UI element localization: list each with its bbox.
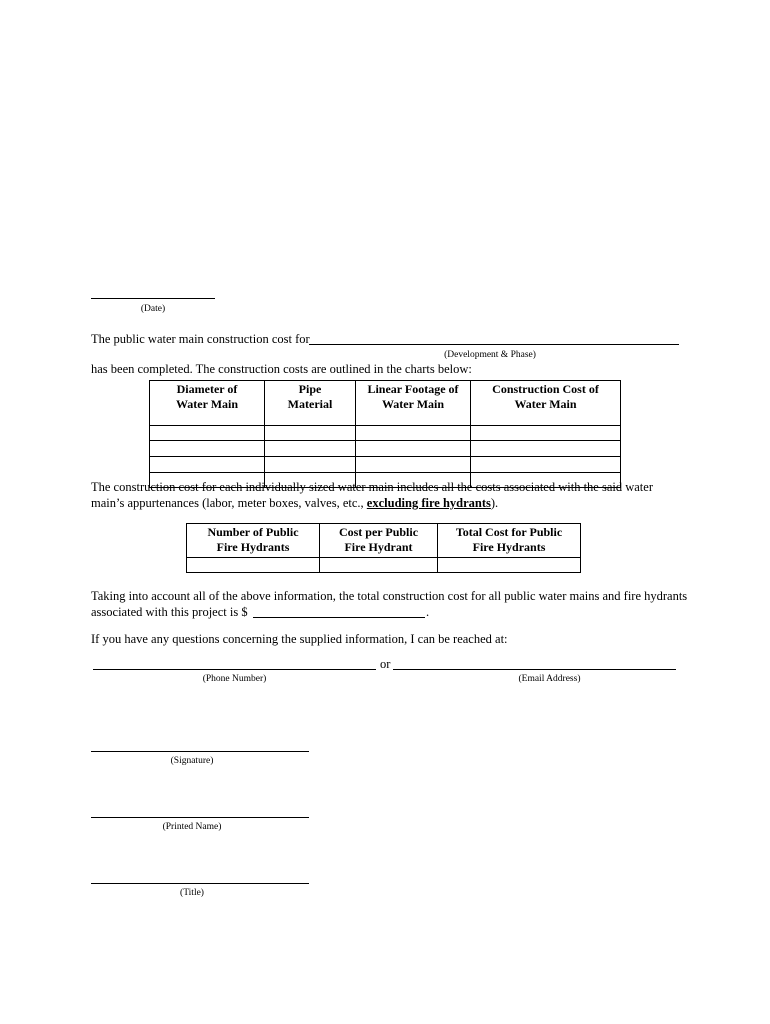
- development-phase-caption: (Development & Phase): [444, 350, 536, 360]
- header-construction-cost-text: Construction Cost of Water Main: [492, 382, 599, 411]
- header-linear-footage: [356, 381, 471, 426]
- table-cell[interactable]: [150, 426, 265, 441]
- table-row: [187, 558, 581, 573]
- header-diameter: [150, 381, 265, 426]
- printed-name-caption: (Printed Name): [162, 822, 222, 832]
- header-number-hydrants: [187, 524, 320, 558]
- table-cell[interactable]: [187, 558, 320, 573]
- title-caption: (Title): [180, 888, 204, 898]
- table-cell[interactable]: [356, 441, 471, 457]
- header-total-cost-hydrants: [438, 524, 581, 558]
- header-pipe-material-text: Pipe Material: [287, 382, 333, 411]
- table-cell[interactable]: [265, 441, 356, 457]
- header-pipe-material: [265, 381, 356, 426]
- table-row: [150, 457, 621, 473]
- email-address-caption: (Email Address): [518, 674, 581, 684]
- header-total-cost-hydrants-text: Total Cost for Public Fire Hydrants: [455, 525, 563, 554]
- header-construction-cost: [471, 381, 621, 426]
- intro-text: The public water main construction cost for: [91, 332, 310, 346]
- table-row: [150, 441, 621, 457]
- table-cell[interactable]: [320, 558, 438, 573]
- signature-caption: (Signature): [170, 756, 214, 766]
- table-row: [150, 426, 621, 441]
- fire-hydrant-table: [186, 523, 581, 573]
- total-line2-before: associated with this project is $: [91, 605, 248, 619]
- total-cost-line[interactable]: [253, 617, 425, 618]
- table-cell[interactable]: [150, 441, 265, 457]
- header-number-hydrants-text: Number of Public Fire Hydrants: [207, 525, 299, 554]
- table-cell[interactable]: [356, 457, 471, 473]
- includes-line2: [91, 495, 498, 511]
- header-linear-footage-text: Linear Footage of Water Main: [367, 382, 459, 411]
- total-line1: Taking into account all of the above information, the total construction cost for all public water mains and fire hydrants: [91, 589, 688, 603]
- water-main-table: [149, 380, 621, 488]
- includes-line2-after: ).: [490, 496, 499, 510]
- includes-line1: The construction cost for each individually sized water main includes all the costs associated with the said water: [91, 480, 653, 494]
- table-cell[interactable]: [471, 457, 621, 473]
- title-line[interactable]: [91, 883, 309, 884]
- excluding-fire-hydrants-emphasis: excluding fire hydrants: [366, 496, 491, 510]
- or-text: or: [380, 657, 391, 671]
- printed-name-line[interactable]: [91, 817, 309, 818]
- phone-number-caption: (Phone Number): [202, 674, 267, 684]
- date-caption: (Date): [140, 304, 166, 314]
- total-line2-after: .: [426, 605, 430, 619]
- phone-number-line[interactable]: [93, 669, 376, 670]
- signature-line[interactable]: [91, 751, 309, 752]
- table-cell[interactable]: [150, 457, 265, 473]
- email-address-line[interactable]: [393, 669, 676, 670]
- header-cost-per-hydrant-text: Cost per Public Fire Hydrant: [338, 525, 419, 554]
- contact-question: If you have any questions concerning the supplied information, I can be reached at:: [91, 632, 508, 646]
- table-cell[interactable]: [438, 558, 581, 573]
- table-cell[interactable]: [471, 426, 621, 441]
- table-cell[interactable]: [471, 441, 621, 457]
- intro-line2: has been completed. The construction costs are outlined in the charts below:: [91, 362, 472, 376]
- header-diameter-text: Diameter of Water Main: [175, 382, 239, 411]
- date-line[interactable]: [91, 298, 215, 299]
- table-cell[interactable]: [356, 426, 471, 441]
- table-cell[interactable]: [265, 426, 356, 441]
- header-cost-per-hydrant: [320, 524, 438, 558]
- table-cell[interactable]: [265, 457, 356, 473]
- includes-line2-before: main’s appurtenances (labor, meter boxes, valves, etc.,: [91, 496, 367, 510]
- development-phase-line[interactable]: [309, 344, 679, 345]
